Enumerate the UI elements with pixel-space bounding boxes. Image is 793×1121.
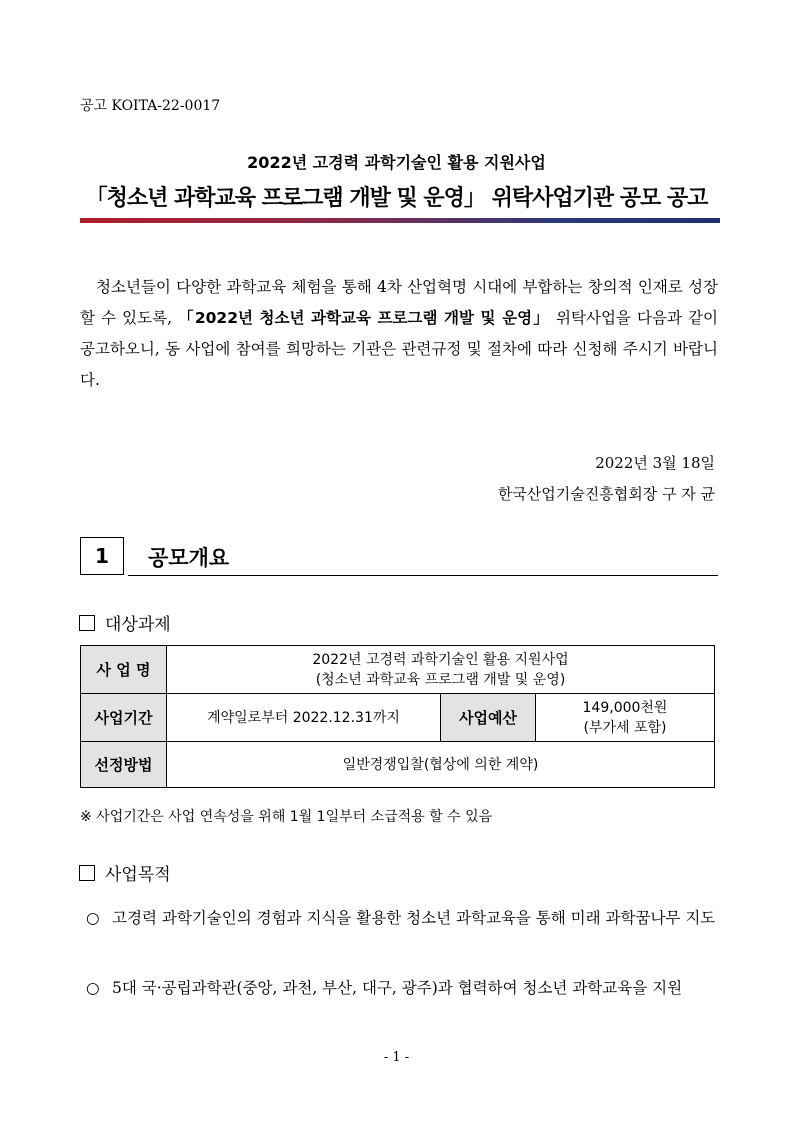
circle-bullet-icon: ○ — [86, 909, 100, 927]
notice-date: 2022년 3월 18일 — [595, 454, 715, 472]
budget-amount: 149,000천원 — [582, 699, 668, 716]
title-divider — [80, 218, 720, 223]
checkbox-square-icon — [79, 865, 95, 881]
intro-text-2: 위탁사업을 다음과 같이 공고하오니, 동 사업에 참여를 희망하는 기관은 관련규정 및 절차에 따라 신청해 주시기 바랍니다. — [80, 309, 719, 389]
project-name-value — [167, 646, 715, 694]
subsection-title: 사업목적 — [105, 865, 171, 885]
project-period-value: 계약일로부터 2022.12.31까지 — [167, 694, 441, 742]
notice-number: 공고 KOITA-22-0017 — [80, 98, 221, 114]
project-name-label: 사 업 명 — [81, 646, 167, 694]
subsection-target — [79, 610, 171, 635]
checkbox-square-icon — [79, 615, 95, 631]
purpose-item — [86, 903, 716, 933]
intro-bold-text: 「2022년 청소년 과학교육 프로그램 개발 및 운영」 — [178, 309, 550, 327]
section-underline — [128, 575, 718, 576]
intro-text-1: 청소년들이 다양한 과학교육 체험을 통해 4차 산업혁명 시대에 부합하는 창의적 인재로 성장할 수 있도록, — [80, 278, 718, 327]
purpose-text: 5대 국·공립과학관(중앙, 과천, 부산, 대구, 광주)과 협력하여 청소년 과학교육을 지원 — [112, 979, 683, 997]
subsection-title: 대상과제 — [105, 615, 171, 635]
page-number: - 1 - — [383, 1050, 410, 1065]
page-title: 「청소년 과학교육 프로그램 개발 및 운영」 위탁사업기관 공모 공고 — [85, 186, 708, 211]
section-number-box: 1 — [80, 537, 124, 575]
title-line-1: 2022년 고경력 과학기술인 활용 지원사업 — [247, 153, 546, 172]
selection-method-value: 일반경쟁입찰(협상에 의한 계약) — [167, 742, 715, 788]
project-budget-label: 사업예산 — [441, 694, 536, 742]
purpose-item — [86, 973, 716, 1003]
circle-bullet-icon: ○ — [86, 979, 100, 997]
period-note: ※ 사업기간은 사업 연속성을 위해 1월 1일부터 소급적용 할 수 있음 — [80, 809, 493, 825]
project-budget-value — [536, 694, 715, 742]
project-name-line-1: 2022년 고경력 과학기술인 활용 지원사업 — [312, 651, 569, 668]
section-title: 공모개요 — [148, 546, 230, 570]
selection-method-label: 선정방법 — [81, 742, 167, 788]
project-info-table — [80, 645, 715, 788]
intro-paragraph — [80, 272, 718, 396]
project-name-line-2: (청소년 과학교육 프로그램 개발 및 운영) — [315, 671, 566, 688]
budget-vat-note: (부가세 포함) — [583, 719, 667, 736]
signer: 한국산업기술진흥협회장 구 자 균 — [497, 485, 715, 503]
project-period-label: 사업기간 — [81, 694, 167, 742]
subsection-purpose — [79, 860, 171, 885]
purpose-text: 고경력 과학기술인의 경험과 지식을 활용한 청소년 과학교육을 통해 미래 과학꿈나무 지도 — [112, 909, 716, 927]
